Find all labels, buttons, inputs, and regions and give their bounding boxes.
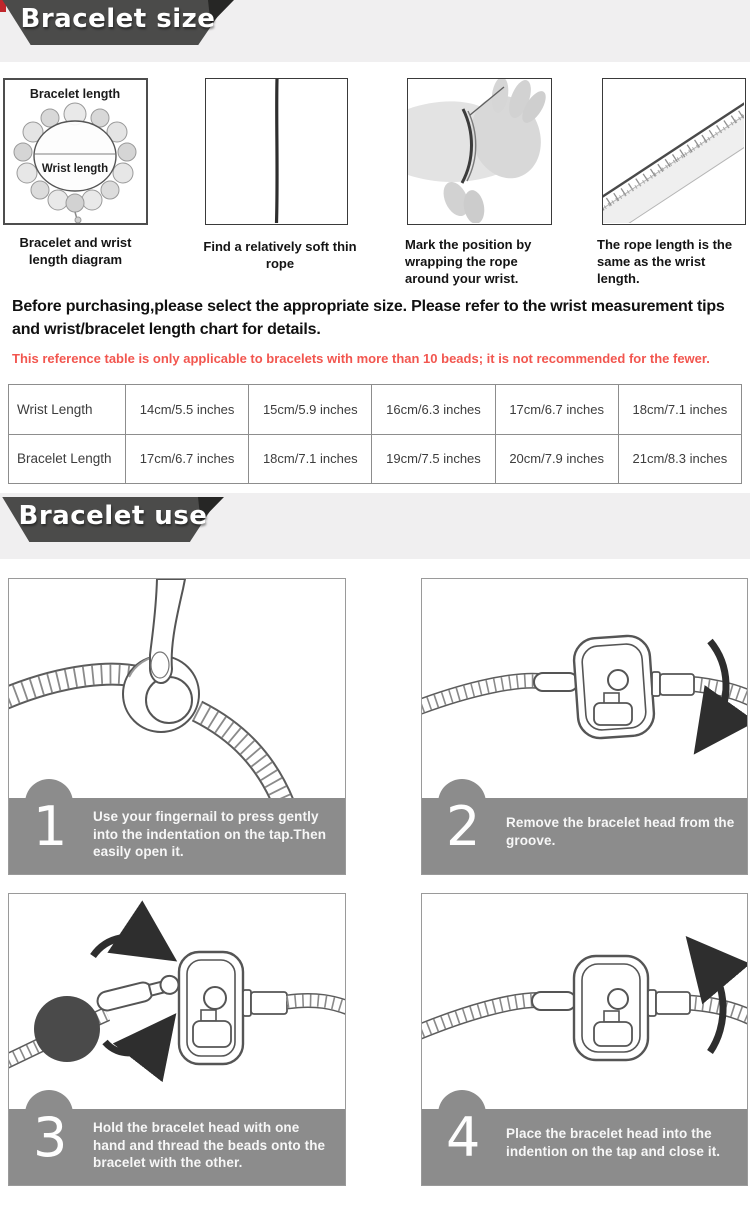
step3-text: Hold the bracelet head with one hand and thread the beads onto the bracelet with the other. bbox=[93, 1120, 326, 1171]
ruler-figure bbox=[602, 78, 746, 225]
step2-number: 2 bbox=[446, 795, 481, 858]
step4-number: 4 bbox=[446, 1106, 481, 1169]
purchase-note: Before purchasing,please select the appropriate size. Please refer to the wrist measurement tips and wrist/bracelet length chart for details. bbox=[12, 298, 725, 339]
step2-caption-bar bbox=[422, 795, 747, 874]
wrist-measure-figure bbox=[407, 78, 552, 225]
step3-number: 3 bbox=[33, 1106, 68, 1169]
cell-wrist-2: 15cm/5.9 inches bbox=[249, 385, 372, 435]
step4-caption-bar bbox=[422, 1106, 747, 1185]
table-row-wrist bbox=[9, 385, 742, 435]
step3-caption-bar bbox=[9, 1106, 345, 1185]
cell-wrist-5: 18cm/7.1 inches bbox=[618, 385, 741, 435]
bracelet-diagram-icon bbox=[5, 80, 146, 223]
step1-illustration-icon bbox=[9, 579, 345, 800]
cell-bracelet-2: 18cm/7.1 inches bbox=[249, 434, 372, 484]
wrist-wrap-icon bbox=[408, 79, 550, 223]
step4-illustration-icon bbox=[422, 894, 747, 1111]
step3-illustration-icon bbox=[9, 894, 345, 1111]
cell-wrist-4: 17cm/6.7 inches bbox=[495, 385, 618, 435]
section-title-bracelet-use: Bracelet use bbox=[18, 501, 208, 531]
rope-figure bbox=[205, 78, 348, 225]
caption-rope: Find a relatively soft thin rope bbox=[203, 239, 357, 271]
step-panel-2 bbox=[421, 578, 748, 875]
caption-wrist-wrap: Mark the position by wrapping the rope around your wrist. bbox=[405, 237, 532, 286]
step2-text: Remove the bracelet head from the groove. bbox=[506, 815, 735, 848]
row-header-wrist: Wrist Length bbox=[9, 385, 126, 435]
cell-bracelet-3: 19cm/7.5 inches bbox=[372, 434, 495, 484]
section-title-bracelet-size: Bracelet size bbox=[20, 4, 216, 34]
section-header-bracelet-size bbox=[0, 0, 236, 45]
cell-bracelet-1: 17cm/6.7 inches bbox=[126, 434, 249, 484]
step1-number: 1 bbox=[33, 795, 68, 858]
step1-text: Use your fingernail to press gently into the indentation on the tap.Then easily open it. bbox=[93, 809, 327, 860]
table-row-bracelet bbox=[9, 434, 742, 484]
step1-caption-bar bbox=[9, 795, 345, 874]
size-table bbox=[8, 384, 742, 484]
section-header-bracelet-use bbox=[0, 497, 226, 542]
rope-icon bbox=[206, 79, 346, 223]
caption-ruler: The rope length is the same as the wrist length. bbox=[597, 237, 733, 286]
step2-illustration-icon bbox=[422, 579, 747, 800]
cell-bracelet-5: 21cm/8.3 inches bbox=[618, 434, 741, 484]
ruler-icon bbox=[603, 79, 744, 223]
bracelet-diagram-figure bbox=[3, 78, 148, 225]
row-header-bracelet: Bracelet Length bbox=[9, 434, 126, 484]
caption-bracelet-diagram: Bracelet and wrist length diagram bbox=[19, 235, 132, 267]
cell-wrist-3: 16cm/6.3 inches bbox=[372, 385, 495, 435]
step-panel-4 bbox=[421, 893, 748, 1186]
step4-text: Place the bracelet head into the indention on the tap and close it. bbox=[506, 1126, 721, 1159]
cell-wrist-1: 14cm/5.5 inches bbox=[126, 385, 249, 435]
label-bracelet-length: Bracelet length bbox=[29, 87, 121, 101]
step-panel-3 bbox=[8, 893, 346, 1186]
cell-bracelet-4: 20cm/7.9 inches bbox=[495, 434, 618, 484]
label-wrist-length: Wrist length bbox=[41, 163, 109, 175]
step-panel-1 bbox=[8, 578, 346, 875]
reference-warning: This reference table is only applicable to bracelets with more than 10 beads; it is not recommended for the fewer. bbox=[12, 351, 710, 366]
